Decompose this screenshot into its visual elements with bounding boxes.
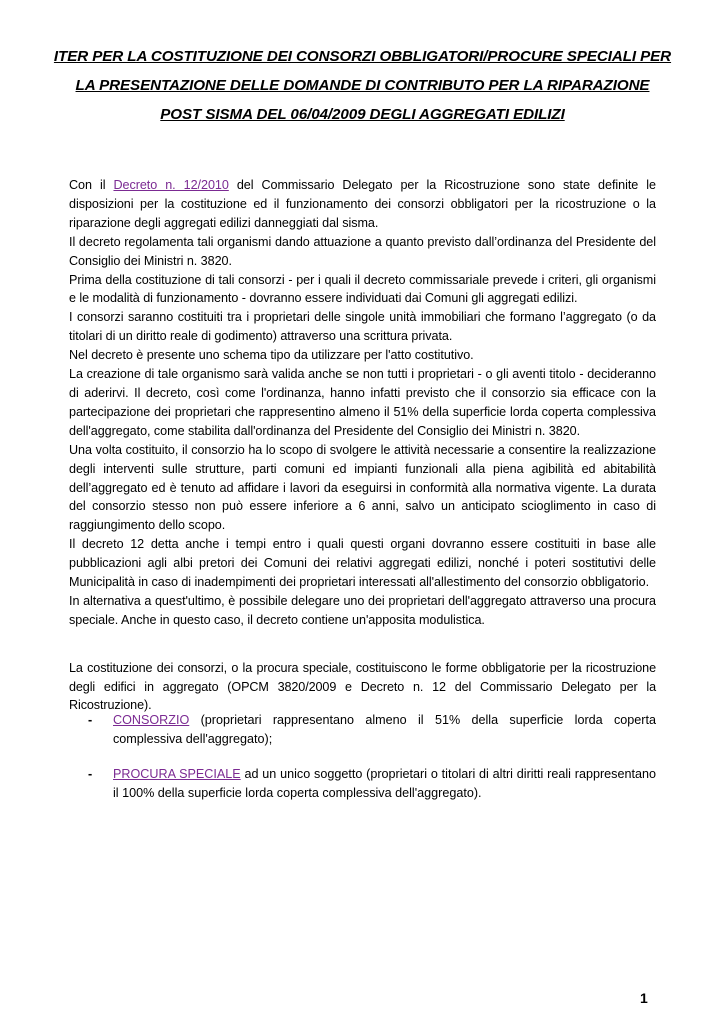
list-item-description: (proprietari rappresentano almeno il 51% della superficie lorda coperta complessiva dell'aggregato);: [113, 713, 656, 746]
summary-section: [69, 659, 656, 715]
paragraph-text: Con il: [69, 178, 114, 192]
paragraph: La creazione di tale organismo sarà valida anche se non tutti i proprietari - o gli aventi titolo - decideranno di aderirvi. Il decreto, così come l'ordinanza, hanno infatti previsto che il consorzio sia efficace con la partecipazione dei proprietari che rappresentino almeno il 51% della superficie lorda coperta complessiva dell'aggregato, come stabilita dall'ordinanza del Presidente del Consiglio dei Ministri n. 3820.: [69, 367, 656, 438]
document-title: [40, 42, 685, 129]
paragraph-decreto: [69, 176, 656, 233]
paragraph: Il decreto 12 detta anche i tempi entro i quali questi organi dovranno essere costituiti in base alle pubblicazioni agli albi pretori dei Comuni dei relativi aggregati edilizi, nonché i poteri sostitutivi delle Municipalità in caso di inadempimenti dei proprietari interessati all'allestimento del consorzio obbligatorio.: [69, 537, 656, 590]
paragraph: In alternativa a quest'ultimo, è possibile delegare uno dei proprietari dell'aggregato attraverso una procura speciale. Anche in questo caso, il decreto contiene un'apposita modulistica.: [69, 593, 656, 627]
list-item-description: ad un unico soggetto (proprietari o titolari di altri diritti reali rappresentano il 100% della superficie lorda coperta complessiva dell'aggregato).: [113, 767, 656, 800]
title-line-2: LA PRESENTAZIONE DELLE DOMANDE DI CONTRIBUTO PER LA RIPARAZIONE: [75, 77, 650, 94]
paragraph-text: del Commissario Delegato per la Ricostruzione sono state definite le disposizioni per la costituzione ed il funzionamento dei consorzi obbligatori per la ricostruzione o la riparazione degli aggregati edilizi danneggiati dal sisma.: [69, 178, 656, 230]
consorzio-link[interactable]: CONSORZIO: [113, 713, 190, 727]
list-item-consorzio: [88, 711, 656, 748]
procura-speciale-link[interactable]: PROCURA SPECIALE: [113, 767, 241, 781]
bullet-dash: -: [88, 767, 93, 781]
summary-paragraph: La costituzione dei consorzi, o la procura speciale, costituiscono le forme obbligatorie per la ricostruzione degli edifici in aggregato (OPCM 3820/2009 e Decreto n. 12 del Commissario Delegato per la Ricostruzione).: [69, 661, 656, 713]
list-item-text: [113, 765, 656, 802]
title-line-3: POST SISMA DEL 06/04/2009 DEGLI AGGREGATI EDILIZI: [160, 106, 565, 123]
title-line-1: ITER PER LA COSTITUZIONE DEI CONSORZI OBBLIGATORI/PROCURE SPECIALI PER: [53, 48, 672, 65]
paragraph: Il decreto regolamenta tali organismi dando attuazione a quanto previsto dall’ordinanza del Presidente del Consiglio dei Ministri n. 3820.: [69, 234, 656, 268]
intro-section: [69, 176, 656, 630]
page-number: 1: [640, 990, 648, 1006]
decreto-link[interactable]: Decreto n. 12/2010: [113, 178, 229, 192]
bullet-dash: -: [88, 713, 93, 727]
list-item-text: [113, 711, 656, 748]
paragraph: Una volta costituito, il consorzio ha lo scopo di svolgere le attività necessarie a consentire la realizzazione degli interventi sulle strutture, parti comuni ed impianti funzionali alla piena agibilità ed abitabilità dell’aggregato ed è tenuto ad affidare i lavori da eseguirsi in conformità alla normativa vigente. La durata del consorzio stesso non può essere inferiore a 6 anni, salvo un anticipato scioglimento in caso di raggiungimento dello scopo.: [69, 442, 656, 533]
paragraph: I consorzi saranno costituiti tra i proprietari delle singole unità immobiliari che formano l’aggregato (o da titolari di un diritto reale di godimento) attraverso una scrittura privata.: [69, 310, 656, 344]
paragraph: Nel decreto è presente uno schema tipo da utilizzare per l'atto costitutivo.: [69, 348, 474, 363]
list-item-procura-speciale: [88, 765, 656, 802]
paragraph: Prima della costituzione di tali consorzi - per i quali il decreto commissariale prevede i criteri, gli organismi e le modalità di funzionamento - dovranno essere individuati dai Comuni gli aggregati edilizi.: [69, 272, 656, 306]
